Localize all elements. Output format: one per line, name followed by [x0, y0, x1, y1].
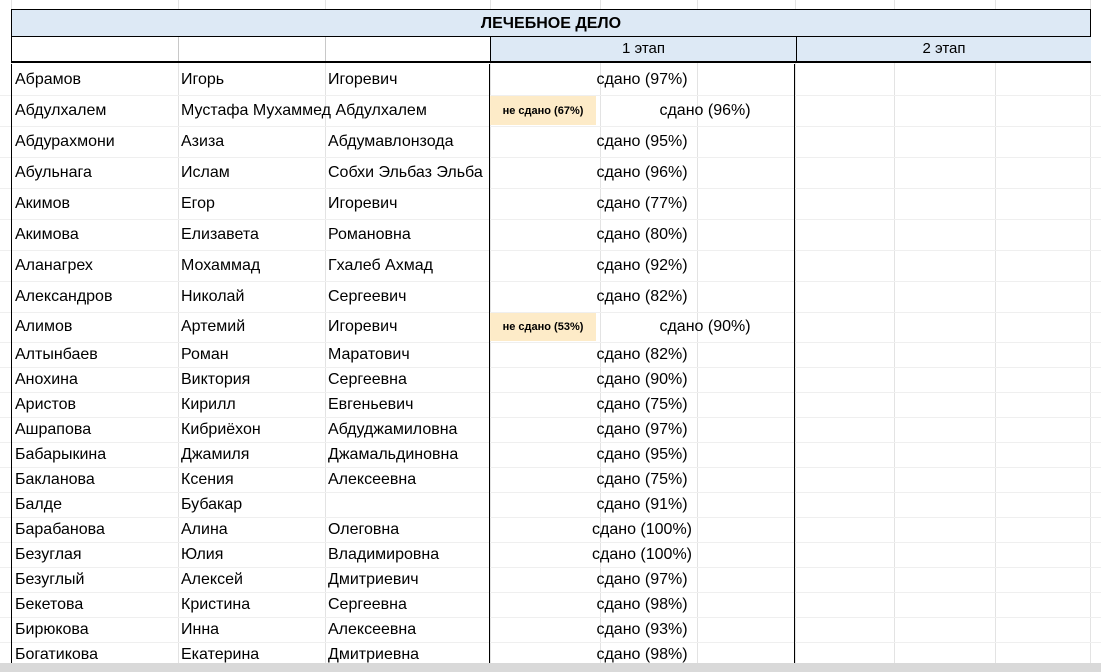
first-name-cell[interactable]: Мохаммад	[181, 256, 261, 274]
patronymic-cell[interactable]: Сергеевич	[328, 287, 407, 305]
stage1-result-cell[interactable]: сдано (92%)	[596, 256, 688, 274]
patronymic-cell[interactable]: Джамальдиновна	[328, 445, 459, 463]
last-name-cell[interactable]: Богатикова	[15, 645, 98, 663]
table-row	[12, 281, 1090, 312]
patronymic-cell[interactable]: Олеговна	[328, 520, 400, 538]
stage1-fail-badge[interactable]: не сдано (67%)	[490, 96, 596, 125]
first-name-cell[interactable]: Азиза	[181, 132, 225, 150]
patronymic-cell[interactable]: Владимировна	[328, 545, 440, 563]
patronymic-cell[interactable]: Евгеньевич	[328, 395, 414, 413]
first-name-cell[interactable]: Инна	[181, 620, 220, 638]
stage1-fail-badge[interactable]: не сдано (53%)	[490, 313, 596, 341]
gridline-vertical	[1090, 0, 1091, 672]
stage1-result-cell[interactable]: сдано (96%)	[596, 163, 688, 181]
column-border	[489, 64, 490, 672]
last-name-cell[interactable]: Бабарыкина	[15, 445, 107, 463]
last-name-cell[interactable]: Анохина	[15, 370, 78, 388]
stage1-result-cell[interactable]: сдано (90%)	[596, 370, 688, 388]
first-name-cell[interactable]: Юлия	[181, 545, 224, 563]
header-blank[interactable]	[12, 37, 490, 61]
first-name-cell[interactable]: Бубакар	[181, 495, 243, 513]
first-name-cell[interactable]: Ксения	[181, 470, 234, 488]
header-separator	[178, 37, 179, 61]
first-name-cell[interactable]: Екатерина	[181, 645, 260, 663]
patronymic-cell[interactable]: Абдумавлонзода	[328, 132, 454, 150]
last-name-cell[interactable]: Алимов	[15, 318, 73, 335]
table-row	[12, 517, 1090, 542]
table-row	[12, 542, 1090, 567]
patronymic-cell[interactable]: Гхалеб Ахмад	[328, 256, 433, 274]
first-name-cell[interactable]: Алина	[181, 520, 228, 538]
stage1-result-cell[interactable]: сдано (91%)	[596, 495, 688, 513]
stage1-result-cell[interactable]: сдано (95%)	[596, 445, 688, 463]
table-row	[12, 592, 1090, 617]
table-row	[12, 442, 1090, 467]
stage1-result-cell[interactable]: сдано (97%)	[596, 70, 688, 88]
stage1-result-cell[interactable]: сдано (93%)	[596, 620, 688, 638]
stage1-header[interactable]: 1 этап	[490, 37, 796, 61]
stage2-header[interactable]: 2 этап	[796, 37, 1091, 61]
first-name-cell[interactable]: Джамиля	[181, 445, 250, 463]
table-row	[12, 367, 1090, 392]
table-row	[12, 219, 1090, 250]
stage1-result-cell[interactable]: сдано (96%)	[659, 101, 751, 119]
stage1-result-cell[interactable]: сдано (90%)	[659, 318, 751, 335]
last-name-cell[interactable]: Бекетова	[15, 595, 84, 613]
last-name-cell[interactable]: Аристов	[15, 395, 77, 413]
last-name-cell[interactable]: Бирюкова	[15, 620, 89, 638]
patronymic-cell[interactable]: Игоревич	[328, 194, 398, 212]
stage1-result-cell[interactable]: сдано (97%)	[596, 570, 688, 588]
first-name-cell[interactable]: Роман	[181, 345, 229, 363]
patronymic-cell[interactable]: Маратович	[328, 345, 410, 363]
table-row	[12, 392, 1090, 417]
patronymic-cell[interactable]: Собхи Эльбаз Эльба	[328, 163, 483, 181]
last-name-cell[interactable]: Безуглая	[15, 545, 82, 563]
patronymic-cell[interactable]: Сергеевна	[328, 595, 407, 613]
stage1-result-cell[interactable]: сдано (77%)	[596, 194, 688, 212]
stage1-result-cell[interactable]: сдано (98%)	[596, 595, 688, 613]
stage1-result-cell[interactable]: сдано (98%)	[596, 645, 688, 663]
table-row	[12, 312, 1090, 342]
stage1-result-cell[interactable]: сдано (75%)	[596, 395, 688, 413]
first-name-cell[interactable]: Алексей	[181, 570, 243, 588]
stage1-result-cell[interactable]: сдано (95%)	[596, 132, 688, 150]
stage1-result-cell[interactable]: сдано (100%)	[592, 520, 692, 538]
patronymic-cell[interactable]: Алексеевна	[328, 620, 417, 638]
patronymic-cell[interactable]: Абдуджамиловна	[328, 420, 458, 438]
table-row	[12, 188, 1090, 219]
first-name-cell[interactable]: Кристина	[181, 595, 251, 613]
first-name-cell[interactable]: Елизавета	[181, 225, 259, 243]
table-row	[12, 64, 1090, 95]
table-row	[12, 342, 1090, 367]
sheet-title[interactable]: ЛЕЧЕБНОЕ ДЕЛО	[11, 9, 1091, 37]
last-name-cell[interactable]: Акимова	[15, 225, 79, 243]
table-row	[12, 157, 1090, 188]
table-row	[12, 467, 1090, 492]
patronymic-cell[interactable]: Романовна	[328, 225, 411, 243]
patronymic-cell[interactable]: Игоревич	[328, 70, 398, 88]
last-name-cell[interactable]: Бакланова	[15, 470, 95, 488]
last-name-cell[interactable]: Абдулхалем	[15, 101, 107, 119]
stage1-result-cell[interactable]: сдано (80%)	[596, 225, 688, 243]
stage1-result-cell[interactable]: сдано (82%)	[596, 345, 688, 363]
last-name-cell[interactable]: Акимов	[15, 194, 71, 212]
last-name-cell[interactable]: Абрамов	[15, 70, 82, 88]
last-name-cell[interactable]: Барабанова	[15, 520, 105, 538]
stage1-result-cell[interactable]: сдано (97%)	[596, 420, 688, 438]
last-name-cell[interactable]: Ашрапова	[15, 420, 92, 438]
header-row	[11, 37, 1091, 63]
patronymic-cell[interactable]: Дмитриевна	[328, 645, 420, 663]
first-name-cell[interactable]: Кибриёхон	[181, 420, 261, 438]
header-separator	[325, 37, 326, 61]
table-row	[12, 126, 1090, 157]
first-name-cell[interactable]: Игорь	[181, 70, 225, 88]
patronymic-cell[interactable]: Игоревич	[328, 318, 398, 335]
stage1-result-cell[interactable]: сдано (82%)	[596, 287, 688, 305]
last-name-cell[interactable]: Безуглый	[15, 570, 85, 588]
first-name-cell[interactable]: Артемий	[181, 318, 246, 335]
first-name-cell[interactable]: Виктория	[181, 370, 251, 388]
table-row	[12, 617, 1090, 642]
first-name-cell[interactable]: Николай	[181, 287, 245, 305]
patronymic-cell[interactable]: Алексеевна	[328, 470, 417, 488]
table-row	[12, 417, 1090, 442]
table-row	[12, 492, 1090, 517]
last-name-cell[interactable]: Абдурахмони	[15, 132, 115, 150]
last-name-cell[interactable]: Абульнага	[15, 163, 92, 181]
horizontal-scrollbar[interactable]	[0, 663, 1101, 672]
table-row	[12, 95, 1090, 126]
first-name-cell[interactable]: Ислам	[181, 163, 230, 181]
column-border	[794, 64, 795, 672]
last-name-cell[interactable]: Алтынбаев	[15, 345, 98, 363]
last-name-cell[interactable]: Александров	[15, 287, 113, 305]
last-name-cell[interactable]: Балде	[15, 495, 62, 513]
patronymic-cell[interactable]: Сергеевна	[328, 370, 407, 388]
first-name-cell[interactable]: Егор	[181, 194, 215, 212]
stage1-result-cell[interactable]: сдано (75%)	[596, 470, 688, 488]
table-row	[12, 250, 1090, 281]
patronymic-cell[interactable]: Дмитриевич	[328, 570, 419, 588]
column-border	[11, 64, 12, 672]
stage1-result-cell[interactable]: сдано (100%)	[592, 545, 692, 563]
first-name-cell[interactable]: Мустафа Мухаммед Абдулхалем	[181, 101, 427, 119]
table-row	[12, 567, 1090, 592]
last-name-cell[interactable]: Аланагрех	[15, 256, 93, 274]
first-name-cell[interactable]: Кирилл	[181, 395, 236, 413]
